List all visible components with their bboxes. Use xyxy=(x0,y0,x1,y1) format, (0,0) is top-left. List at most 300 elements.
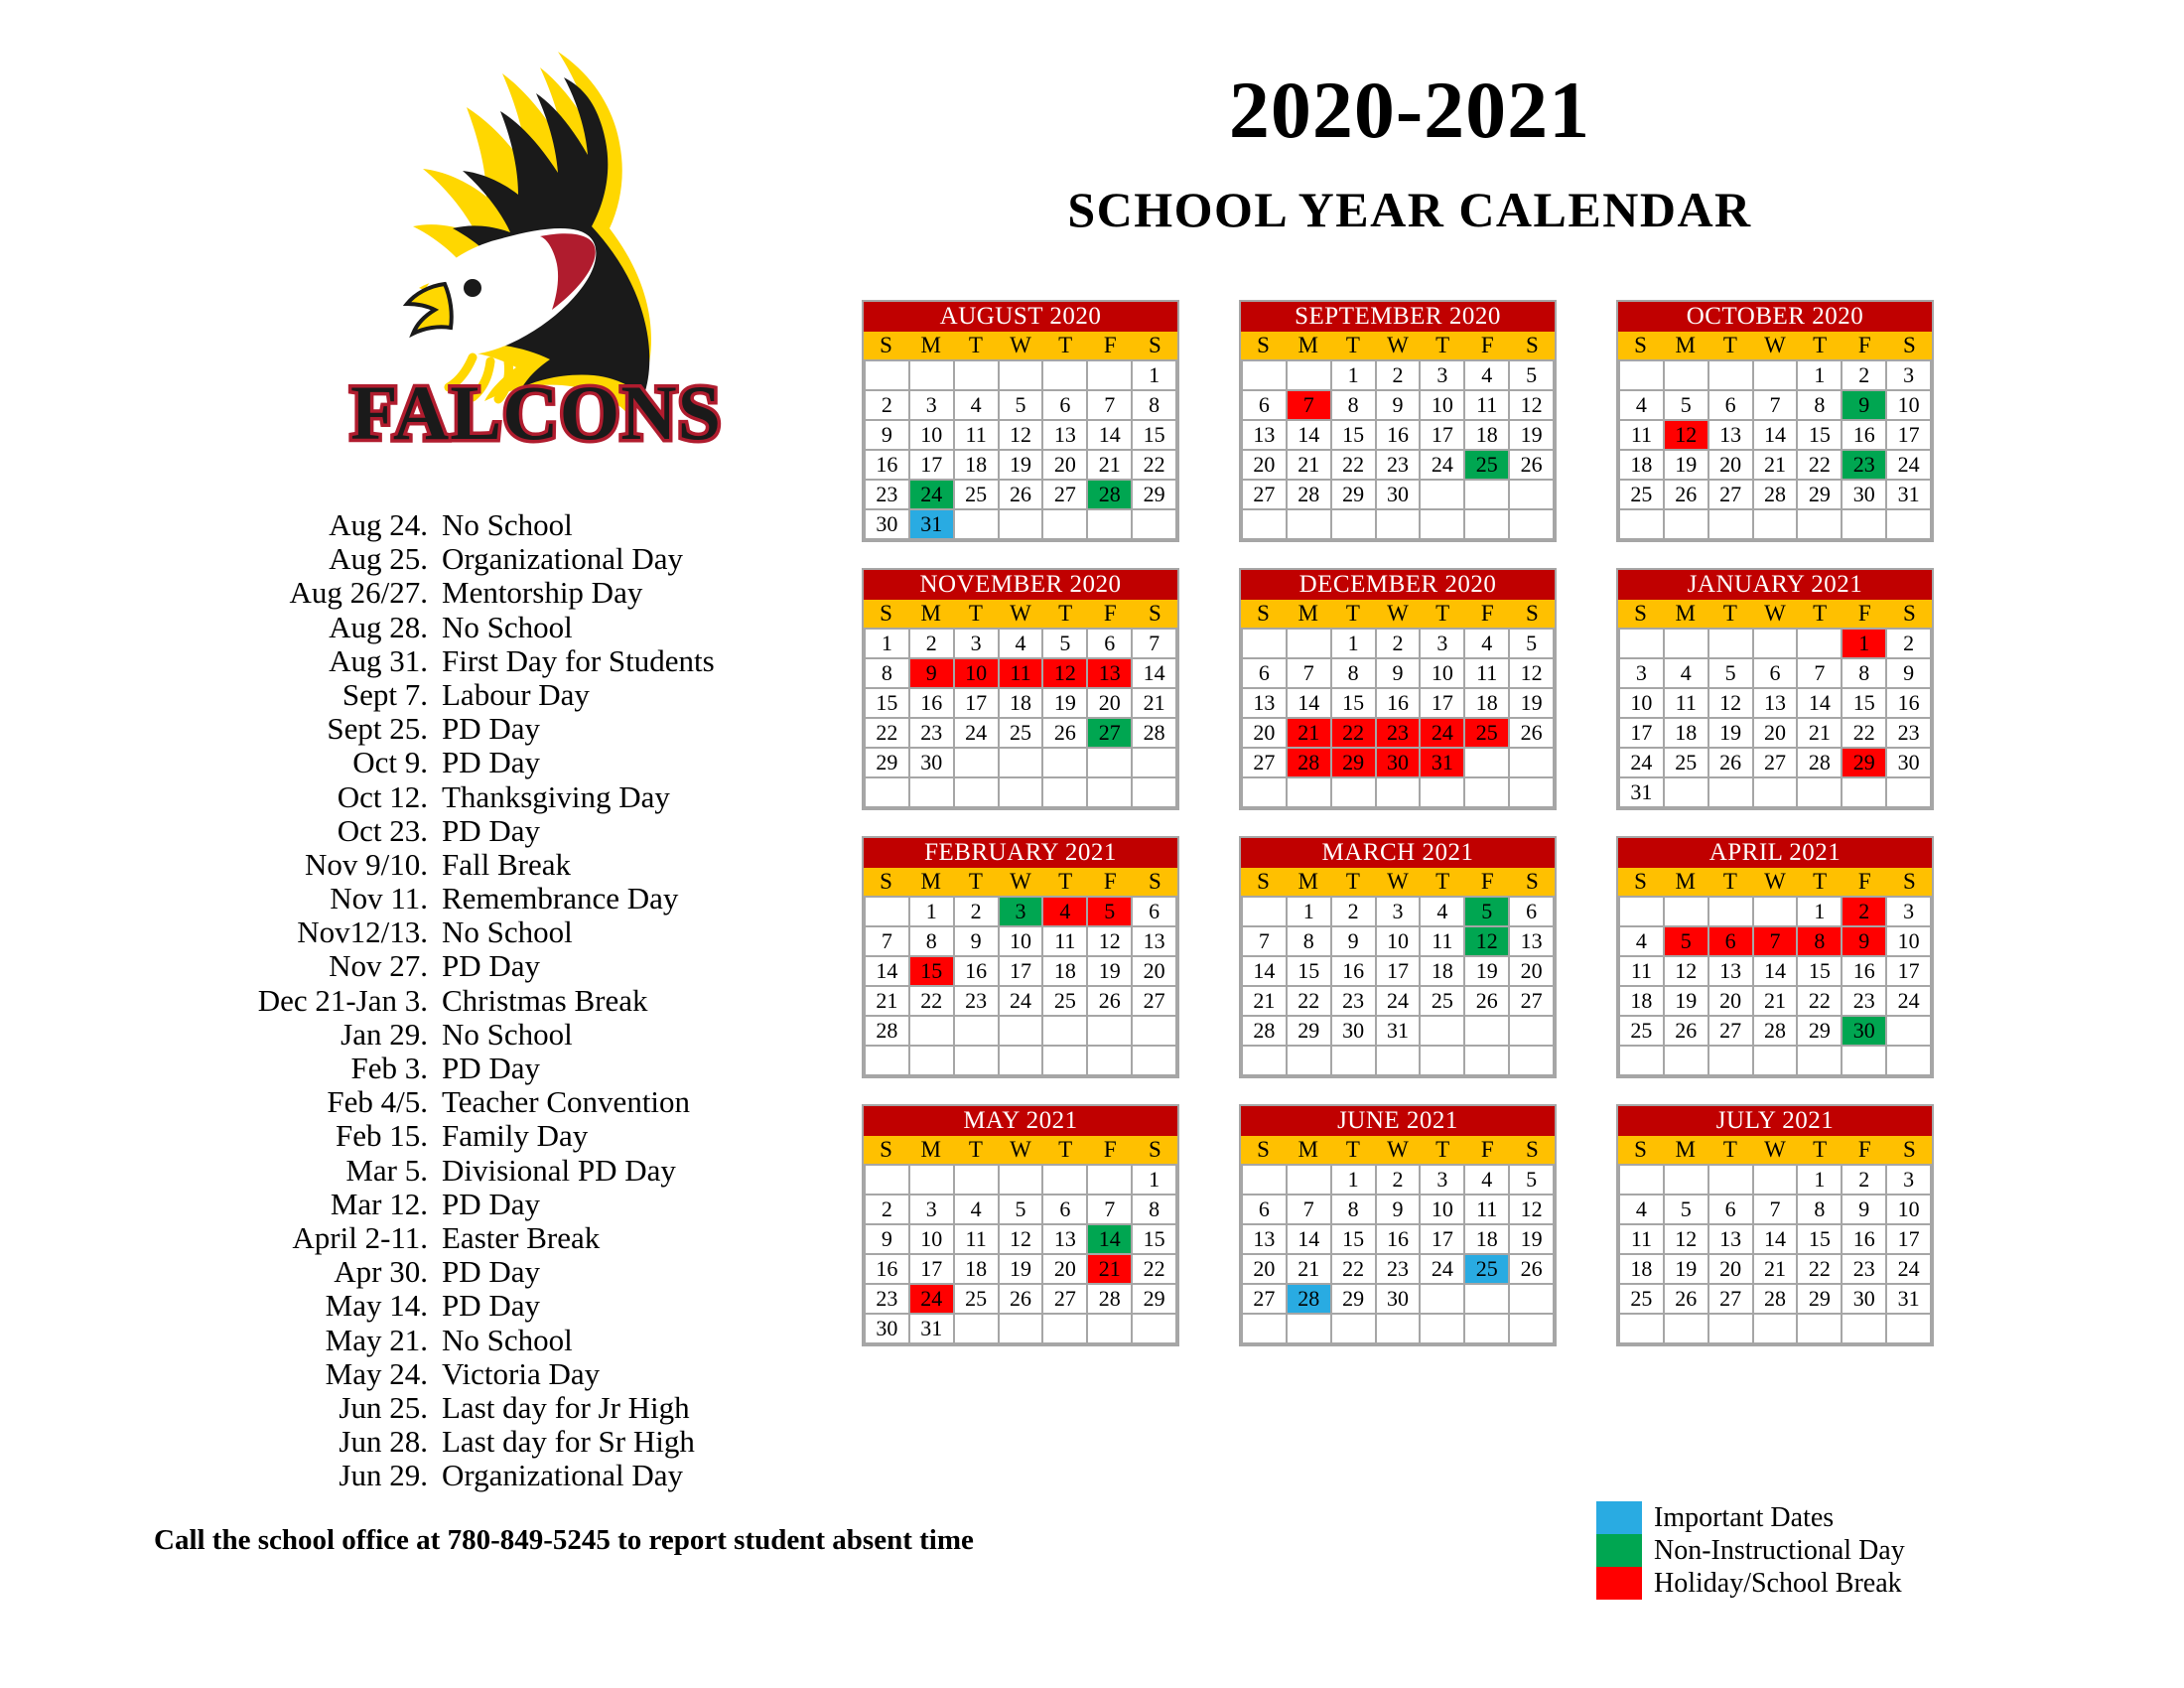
calendar-day[interactable]: 16 xyxy=(1843,957,1885,985)
calendar-day[interactable]: 7 xyxy=(1288,659,1330,687)
calendar-day[interactable]: 12 xyxy=(1465,927,1508,955)
calendar-day[interactable]: 10 xyxy=(1421,659,1463,687)
calendar-day[interactable]: 17 xyxy=(1620,719,1663,747)
calendar-day[interactable]: 23 xyxy=(1887,719,1930,747)
calendar-day[interactable]: 12 xyxy=(1665,957,1707,985)
calendar-day[interactable]: 29 xyxy=(1843,749,1885,776)
calendar-day[interactable]: 3 xyxy=(1421,630,1463,657)
calendar-day[interactable]: 28 xyxy=(1088,1285,1131,1313)
calendar-day[interactable]: 18 xyxy=(1421,957,1463,985)
calendar-day[interactable]: 4 xyxy=(1620,1196,1663,1223)
calendar-day[interactable]: 26 xyxy=(1510,451,1553,479)
calendar-day[interactable]: 18 xyxy=(1465,1225,1508,1253)
calendar-day[interactable]: 9 xyxy=(1377,391,1420,419)
calendar-day[interactable]: 8 xyxy=(1332,1196,1375,1223)
calendar-day[interactable]: 19 xyxy=(1510,1225,1553,1253)
calendar-day[interactable]: 1 xyxy=(1332,630,1375,657)
calendar-day[interactable]: 21 xyxy=(1088,1255,1131,1283)
calendar-day[interactable]: 20 xyxy=(1709,987,1752,1015)
calendar-day[interactable]: 9 xyxy=(955,927,998,955)
calendar-day[interactable]: 4 xyxy=(1465,630,1508,657)
calendar-day[interactable]: 4 xyxy=(1620,927,1663,955)
calendar-day[interactable]: 11 xyxy=(955,421,998,449)
calendar-day[interactable]: 28 xyxy=(1754,481,1797,508)
calendar-day[interactable]: 22 xyxy=(1798,451,1841,479)
calendar-day[interactable]: 12 xyxy=(1510,391,1553,419)
calendar-day[interactable]: 4 xyxy=(1000,630,1042,657)
calendar-day[interactable]: 23 xyxy=(1377,719,1420,747)
calendar-day[interactable]: 17 xyxy=(910,451,953,479)
calendar-day[interactable]: 2 xyxy=(955,898,998,925)
calendar-day[interactable]: 15 xyxy=(1332,1225,1375,1253)
calendar-day[interactable]: 8 xyxy=(1798,927,1841,955)
calendar-day[interactable]: 7 xyxy=(1288,1196,1330,1223)
calendar-day[interactable]: 1 xyxy=(1798,898,1841,925)
calendar-day[interactable]: 30 xyxy=(1843,481,1885,508)
calendar-day[interactable]: 1 xyxy=(1332,1166,1375,1194)
calendar-day[interactable]: 31 xyxy=(1620,778,1663,806)
calendar-day[interactable]: 30 xyxy=(1332,1017,1375,1045)
calendar-day[interactable]: 13 xyxy=(1133,927,1175,955)
calendar-day[interactable]: 29 xyxy=(1798,1285,1841,1313)
calendar-day[interactable]: 26 xyxy=(1510,1255,1553,1283)
calendar-day[interactable]: 6 xyxy=(1754,659,1797,687)
calendar-day[interactable]: 11 xyxy=(1620,957,1663,985)
calendar-day[interactable]: 13 xyxy=(1243,689,1286,717)
calendar-day[interactable]: 21 xyxy=(1288,451,1330,479)
calendar-day[interactable]: 20 xyxy=(1133,957,1175,985)
calendar-day[interactable]: 15 xyxy=(1332,689,1375,717)
calendar-day[interactable]: 27 xyxy=(1754,749,1797,776)
calendar-day[interactable]: 19 xyxy=(1709,719,1752,747)
calendar-day[interactable]: 28 xyxy=(866,1017,908,1045)
calendar-day[interactable]: 30 xyxy=(910,749,953,776)
calendar-day[interactable]: 23 xyxy=(955,987,998,1015)
calendar-day[interactable]: 23 xyxy=(1332,987,1375,1015)
calendar-day[interactable]: 27 xyxy=(1709,1017,1752,1045)
calendar-day[interactable]: 10 xyxy=(1887,391,1930,419)
calendar-day[interactable]: 26 xyxy=(1510,719,1553,747)
calendar-day[interactable]: 8 xyxy=(1843,659,1885,687)
calendar-day[interactable]: 25 xyxy=(1620,1285,1663,1313)
calendar-day[interactable]: 8 xyxy=(1288,927,1330,955)
calendar-day[interactable]: 24 xyxy=(1887,987,1930,1015)
calendar-day[interactable]: 2 xyxy=(866,1196,908,1223)
calendar-day[interactable]: 31 xyxy=(910,1315,953,1342)
calendar-day[interactable]: 14 xyxy=(866,957,908,985)
calendar-day[interactable]: 28 xyxy=(1133,719,1175,747)
calendar-day[interactable]: 16 xyxy=(910,689,953,717)
calendar-day[interactable]: 2 xyxy=(1887,630,1930,657)
calendar-day[interactable]: 5 xyxy=(1665,1196,1707,1223)
calendar-day[interactable]: 20 xyxy=(1088,689,1131,717)
calendar-day[interactable]: 30 xyxy=(866,1315,908,1342)
calendar-day[interactable]: 30 xyxy=(866,510,908,538)
calendar-day[interactable]: 31 xyxy=(1421,749,1463,776)
calendar-day[interactable]: 16 xyxy=(1887,689,1930,717)
calendar-day[interactable]: 27 xyxy=(1243,749,1286,776)
calendar-day[interactable]: 7 xyxy=(1798,659,1841,687)
calendar-day[interactable]: 11 xyxy=(1620,1225,1663,1253)
calendar-day[interactable]: 22 xyxy=(866,719,908,747)
calendar-day[interactable]: 19 xyxy=(1665,1255,1707,1283)
calendar-day[interactable]: 9 xyxy=(1843,391,1885,419)
calendar-day[interactable]: 29 xyxy=(1133,1285,1175,1313)
calendar-day[interactable]: 14 xyxy=(1288,421,1330,449)
calendar-day[interactable]: 2 xyxy=(1843,898,1885,925)
calendar-day[interactable]: 20 xyxy=(1754,719,1797,747)
calendar-day[interactable]: 28 xyxy=(1288,481,1330,508)
calendar-day[interactable]: 20 xyxy=(1510,957,1553,985)
calendar-day[interactable]: 3 xyxy=(1887,898,1930,925)
calendar-day[interactable]: 24 xyxy=(910,1285,953,1313)
calendar-day[interactable]: 23 xyxy=(1843,1255,1885,1283)
calendar-day[interactable]: 23 xyxy=(866,481,908,508)
calendar-day[interactable]: 16 xyxy=(866,451,908,479)
calendar-day[interactable]: 15 xyxy=(1133,1225,1175,1253)
calendar-day[interactable]: 11 xyxy=(1043,927,1086,955)
calendar-day[interactable]: 20 xyxy=(1043,451,1086,479)
calendar-day[interactable]: 26 xyxy=(1088,987,1131,1015)
calendar-day[interactable]: 23 xyxy=(1843,987,1885,1015)
calendar-day[interactable]: 10 xyxy=(1421,1196,1463,1223)
calendar-day[interactable]: 18 xyxy=(1620,451,1663,479)
calendar-day[interactable]: 20 xyxy=(1243,451,1286,479)
calendar-day[interactable]: 7 xyxy=(1088,1196,1131,1223)
calendar-day[interactable]: 2 xyxy=(1377,361,1420,389)
calendar-day[interactable]: 11 xyxy=(955,1225,998,1253)
calendar-day[interactable]: 26 xyxy=(1000,481,1042,508)
calendar-day[interactable]: 27 xyxy=(1043,1285,1086,1313)
calendar-day[interactable]: 5 xyxy=(1510,361,1553,389)
calendar-day[interactable]: 17 xyxy=(1421,1225,1463,1253)
calendar-day[interactable]: 10 xyxy=(910,421,953,449)
calendar-day[interactable]: 27 xyxy=(1043,481,1086,508)
calendar-day[interactable]: 4 xyxy=(1465,1166,1508,1194)
calendar-day[interactable]: 30 xyxy=(1843,1017,1885,1045)
calendar-day[interactable]: 9 xyxy=(866,1225,908,1253)
calendar-day[interactable]: 13 xyxy=(1088,659,1131,687)
calendar-day[interactable]: 10 xyxy=(1620,689,1663,717)
calendar-day[interactable]: 5 xyxy=(1000,391,1042,419)
calendar-day[interactable]: 9 xyxy=(1377,659,1420,687)
calendar-day[interactable]: 29 xyxy=(1332,1285,1375,1313)
calendar-day[interactable]: 1 xyxy=(866,630,908,657)
calendar-day[interactable]: 12 xyxy=(1709,689,1752,717)
calendar-day[interactable]: 3 xyxy=(1421,1166,1463,1194)
calendar-day[interactable]: 6 xyxy=(1709,391,1752,419)
calendar-day[interactable]: 28 xyxy=(1243,1017,1286,1045)
calendar-day[interactable]: 15 xyxy=(1798,1225,1841,1253)
calendar-day[interactable]: 31 xyxy=(1887,481,1930,508)
calendar-day[interactable]: 19 xyxy=(1465,957,1508,985)
calendar-day[interactable]: 29 xyxy=(1798,1017,1841,1045)
calendar-day[interactable]: 19 xyxy=(1043,689,1086,717)
calendar-day[interactable]: 17 xyxy=(1421,421,1463,449)
calendar-day[interactable]: 21 xyxy=(1288,1255,1330,1283)
calendar-day[interactable]: 21 xyxy=(1133,689,1175,717)
calendar-day[interactable]: 15 xyxy=(1798,421,1841,449)
calendar-day[interactable]: 17 xyxy=(1887,421,1930,449)
calendar-day[interactable]: 12 xyxy=(1000,1225,1042,1253)
calendar-day[interactable]: 3 xyxy=(1887,361,1930,389)
calendar-day[interactable]: 24 xyxy=(1377,987,1420,1015)
calendar-day[interactable]: 4 xyxy=(1043,898,1086,925)
calendar-day[interactable]: 15 xyxy=(866,689,908,717)
calendar-day[interactable]: 17 xyxy=(1421,689,1463,717)
calendar-day[interactable]: 26 xyxy=(1465,987,1508,1015)
calendar-day[interactable]: 24 xyxy=(955,719,998,747)
calendar-day[interactable]: 8 xyxy=(910,927,953,955)
calendar-day[interactable]: 14 xyxy=(1754,421,1797,449)
calendar-day[interactable]: 3 xyxy=(955,630,998,657)
calendar-day[interactable]: 3 xyxy=(1377,898,1420,925)
calendar-day[interactable]: 1 xyxy=(1133,361,1175,389)
calendar-day[interactable]: 10 xyxy=(1000,927,1042,955)
calendar-day[interactable]: 22 xyxy=(1332,719,1375,747)
calendar-day[interactable]: 6 xyxy=(1243,1196,1286,1223)
calendar-day[interactable]: 7 xyxy=(1288,391,1330,419)
calendar-day[interactable]: 21 xyxy=(1288,719,1330,747)
calendar-day[interactable]: 13 xyxy=(1243,1225,1286,1253)
calendar-day[interactable]: 25 xyxy=(955,1285,998,1313)
calendar-day[interactable]: 15 xyxy=(1133,421,1175,449)
calendar-day[interactable]: 25 xyxy=(1665,749,1707,776)
calendar-day[interactable]: 12 xyxy=(1088,927,1131,955)
calendar-day[interactable]: 9 xyxy=(1843,927,1885,955)
calendar-day[interactable]: 18 xyxy=(1620,1255,1663,1283)
calendar-day[interactable]: 9 xyxy=(866,421,908,449)
calendar-day[interactable]: 5 xyxy=(1709,659,1752,687)
calendar-day[interactable]: 24 xyxy=(1421,1255,1463,1283)
calendar-day[interactable]: 25 xyxy=(1465,719,1508,747)
calendar-day[interactable]: 15 xyxy=(1332,421,1375,449)
calendar-day[interactable]: 16 xyxy=(1843,1225,1885,1253)
calendar-day[interactable]: 28 xyxy=(1754,1017,1797,1045)
calendar-day[interactable]: 13 xyxy=(1243,421,1286,449)
calendar-day[interactable]: 21 xyxy=(1754,987,1797,1015)
calendar-day[interactable]: 11 xyxy=(1465,1196,1508,1223)
calendar-day[interactable]: 20 xyxy=(1243,719,1286,747)
calendar-day[interactable]: 28 xyxy=(1288,1285,1330,1313)
calendar-day[interactable]: 10 xyxy=(910,1225,953,1253)
calendar-day[interactable]: 19 xyxy=(1088,957,1131,985)
calendar-day[interactable]: 15 xyxy=(910,957,953,985)
calendar-day[interactable]: 16 xyxy=(866,1255,908,1283)
calendar-day[interactable]: 5 xyxy=(1088,898,1131,925)
calendar-day[interactable]: 21 xyxy=(1754,451,1797,479)
calendar-day[interactable]: 2 xyxy=(1377,1166,1420,1194)
calendar-day[interactable]: 13 xyxy=(1709,421,1752,449)
calendar-day[interactable]: 9 xyxy=(1887,659,1930,687)
calendar-day[interactable]: 12 xyxy=(1665,421,1707,449)
calendar-day[interactable]: 8 xyxy=(1133,1196,1175,1223)
calendar-day[interactable]: 17 xyxy=(955,689,998,717)
calendar-day[interactable]: 21 xyxy=(1754,1255,1797,1283)
calendar-day[interactable]: 7 xyxy=(1133,630,1175,657)
calendar-day[interactable]: 7 xyxy=(866,927,908,955)
calendar-day[interactable]: 20 xyxy=(1709,1255,1752,1283)
calendar-day[interactable]: 5 xyxy=(1510,1166,1553,1194)
calendar-day[interactable]: 10 xyxy=(1887,1196,1930,1223)
calendar-day[interactable]: 29 xyxy=(1133,481,1175,508)
calendar-day[interactable]: 30 xyxy=(1887,749,1930,776)
calendar-day[interactable]: 5 xyxy=(1043,630,1086,657)
calendar-day[interactable]: 10 xyxy=(1421,391,1463,419)
calendar-day[interactable]: 5 xyxy=(1510,630,1553,657)
calendar-day[interactable]: 29 xyxy=(1798,481,1841,508)
calendar-day[interactable]: 3 xyxy=(910,1196,953,1223)
calendar-day[interactable]: 14 xyxy=(1288,689,1330,717)
calendar-day[interactable]: 9 xyxy=(1843,1196,1885,1223)
calendar-day[interactable]: 16 xyxy=(1843,421,1885,449)
calendar-day[interactable]: 4 xyxy=(955,1196,998,1223)
calendar-day[interactable]: 27 xyxy=(1133,987,1175,1015)
calendar-day[interactable]: 27 xyxy=(1088,719,1131,747)
calendar-day[interactable]: 22 xyxy=(1798,987,1841,1015)
calendar-day[interactable]: 27 xyxy=(1709,481,1752,508)
calendar-day[interactable]: 14 xyxy=(1754,957,1797,985)
calendar-day[interactable]: 8 xyxy=(1332,391,1375,419)
calendar-day[interactable]: 14 xyxy=(1754,1225,1797,1253)
calendar-day[interactable]: 13 xyxy=(1043,421,1086,449)
calendar-day[interactable]: 19 xyxy=(1000,451,1042,479)
calendar-day[interactable]: 16 xyxy=(1377,689,1420,717)
calendar-day[interactable]: 8 xyxy=(1798,1196,1841,1223)
calendar-day[interactable]: 24 xyxy=(1421,719,1463,747)
calendar-day[interactable]: 21 xyxy=(1798,719,1841,747)
calendar-day[interactable]: 16 xyxy=(1332,957,1375,985)
calendar-day[interactable]: 1 xyxy=(1332,361,1375,389)
calendar-day[interactable]: 18 xyxy=(1043,957,1086,985)
calendar-day[interactable]: 14 xyxy=(1288,1225,1330,1253)
calendar-day[interactable]: 18 xyxy=(955,451,998,479)
calendar-day[interactable]: 17 xyxy=(910,1255,953,1283)
calendar-day[interactable]: 8 xyxy=(1133,391,1175,419)
calendar-day[interactable]: 13 xyxy=(1043,1225,1086,1253)
calendar-day[interactable]: 1 xyxy=(910,898,953,925)
calendar-day[interactable]: 24 xyxy=(1421,451,1463,479)
calendar-day[interactable]: 14 xyxy=(1133,659,1175,687)
calendar-day[interactable]: 12 xyxy=(1665,1225,1707,1253)
calendar-day[interactable]: 26 xyxy=(1043,719,1086,747)
calendar-day[interactable]: 21 xyxy=(1243,987,1286,1015)
calendar-day[interactable]: 25 xyxy=(1465,1255,1508,1283)
calendar-day[interactable]: 14 xyxy=(1798,689,1841,717)
calendar-day[interactable]: 6 xyxy=(1243,391,1286,419)
calendar-day[interactable]: 18 xyxy=(1620,987,1663,1015)
calendar-day[interactable]: 14 xyxy=(1088,1225,1131,1253)
calendar-day[interactable]: 3 xyxy=(910,391,953,419)
calendar-day[interactable]: 11 xyxy=(1620,421,1663,449)
calendar-day[interactable]: 5 xyxy=(1000,1196,1042,1223)
calendar-day[interactable]: 4 xyxy=(1665,659,1707,687)
calendar-day[interactable]: 22 xyxy=(1843,719,1885,747)
calendar-day[interactable]: 1 xyxy=(1288,898,1330,925)
calendar-day[interactable]: 12 xyxy=(1510,1196,1553,1223)
calendar-day[interactable]: 28 xyxy=(1288,749,1330,776)
calendar-day[interactable]: 29 xyxy=(1332,481,1375,508)
calendar-day[interactable]: 1 xyxy=(1843,630,1885,657)
calendar-day[interactable]: 30 xyxy=(1377,749,1420,776)
calendar-day[interactable]: 30 xyxy=(1843,1285,1885,1313)
calendar-day[interactable]: 22 xyxy=(910,987,953,1015)
calendar-day[interactable]: 22 xyxy=(1133,1255,1175,1283)
calendar-day[interactable]: 9 xyxy=(1332,927,1375,955)
calendar-day[interactable]: 8 xyxy=(866,659,908,687)
calendar-day[interactable]: 20 xyxy=(1243,1255,1286,1283)
calendar-day[interactable]: 5 xyxy=(1665,927,1707,955)
calendar-day[interactable]: 29 xyxy=(866,749,908,776)
calendar-day[interactable]: 2 xyxy=(1332,898,1375,925)
calendar-day[interactable]: 18 xyxy=(1465,689,1508,717)
calendar-day[interactable]: 25 xyxy=(1043,987,1086,1015)
calendar-day[interactable]: 25 xyxy=(1000,719,1042,747)
calendar-day[interactable]: 6 xyxy=(1043,1196,1086,1223)
calendar-day[interactable]: 23 xyxy=(1843,451,1885,479)
calendar-day[interactable]: 2 xyxy=(1377,630,1420,657)
calendar-day[interactable]: 11 xyxy=(1000,659,1042,687)
calendar-day[interactable]: 18 xyxy=(1000,689,1042,717)
calendar-day[interactable]: 2 xyxy=(910,630,953,657)
calendar-day[interactable]: 23 xyxy=(910,719,953,747)
calendar-day[interactable]: 2 xyxy=(1843,361,1885,389)
calendar-day[interactable]: 25 xyxy=(1421,987,1463,1015)
calendar-day[interactable]: 10 xyxy=(955,659,998,687)
calendar-day[interactable]: 17 xyxy=(1887,957,1930,985)
calendar-day[interactable]: 4 xyxy=(1620,391,1663,419)
calendar-day[interactable]: 5 xyxy=(1665,391,1707,419)
calendar-day[interactable]: 6 xyxy=(1043,391,1086,419)
calendar-day[interactable]: 6 xyxy=(1709,1196,1752,1223)
calendar-day[interactable]: 26 xyxy=(1000,1285,1042,1313)
calendar-day[interactable]: 26 xyxy=(1709,749,1752,776)
calendar-day[interactable]: 22 xyxy=(1288,987,1330,1015)
calendar-day[interactable]: 3 xyxy=(1620,659,1663,687)
calendar-day[interactable]: 3 xyxy=(1887,1166,1930,1194)
calendar-day[interactable]: 23 xyxy=(1377,1255,1420,1283)
calendar-day[interactable]: 31 xyxy=(1377,1017,1420,1045)
calendar-day[interactable]: 7 xyxy=(1754,1196,1797,1223)
calendar-day[interactable]: 4 xyxy=(1465,361,1508,389)
calendar-day[interactable]: 2 xyxy=(866,391,908,419)
calendar-day[interactable]: 22 xyxy=(1133,451,1175,479)
calendar-day[interactable]: 31 xyxy=(1887,1285,1930,1313)
calendar-day[interactable]: 26 xyxy=(1665,481,1707,508)
calendar-day[interactable]: 13 xyxy=(1709,1225,1752,1253)
calendar-day[interactable]: 24 xyxy=(910,481,953,508)
calendar-day[interactable]: 3 xyxy=(1000,898,1042,925)
calendar-day[interactable]: 25 xyxy=(1620,481,1663,508)
calendar-day[interactable]: 21 xyxy=(1088,451,1131,479)
calendar-day[interactable]: 1 xyxy=(1133,1166,1175,1194)
calendar-day[interactable]: 6 xyxy=(1709,927,1752,955)
calendar-day[interactable]: 4 xyxy=(955,391,998,419)
calendar-day[interactable]: 24 xyxy=(1000,987,1042,1015)
calendar-day[interactable]: 15 xyxy=(1798,957,1841,985)
calendar-day[interactable]: 31 xyxy=(910,510,953,538)
calendar-day[interactable]: 17 xyxy=(1887,1225,1930,1253)
calendar-day[interactable]: 29 xyxy=(1288,1017,1330,1045)
calendar-day[interactable]: 12 xyxy=(1510,659,1553,687)
calendar-day[interactable]: 24 xyxy=(1887,1255,1930,1283)
calendar-day[interactable]: 13 xyxy=(1510,927,1553,955)
calendar-day[interactable]: 19 xyxy=(1510,689,1553,717)
calendar-day[interactable]: 16 xyxy=(1377,421,1420,449)
calendar-day[interactable]: 19 xyxy=(1665,987,1707,1015)
calendar-day[interactable]: 6 xyxy=(1243,659,1286,687)
calendar-day[interactable]: 14 xyxy=(1243,957,1286,985)
